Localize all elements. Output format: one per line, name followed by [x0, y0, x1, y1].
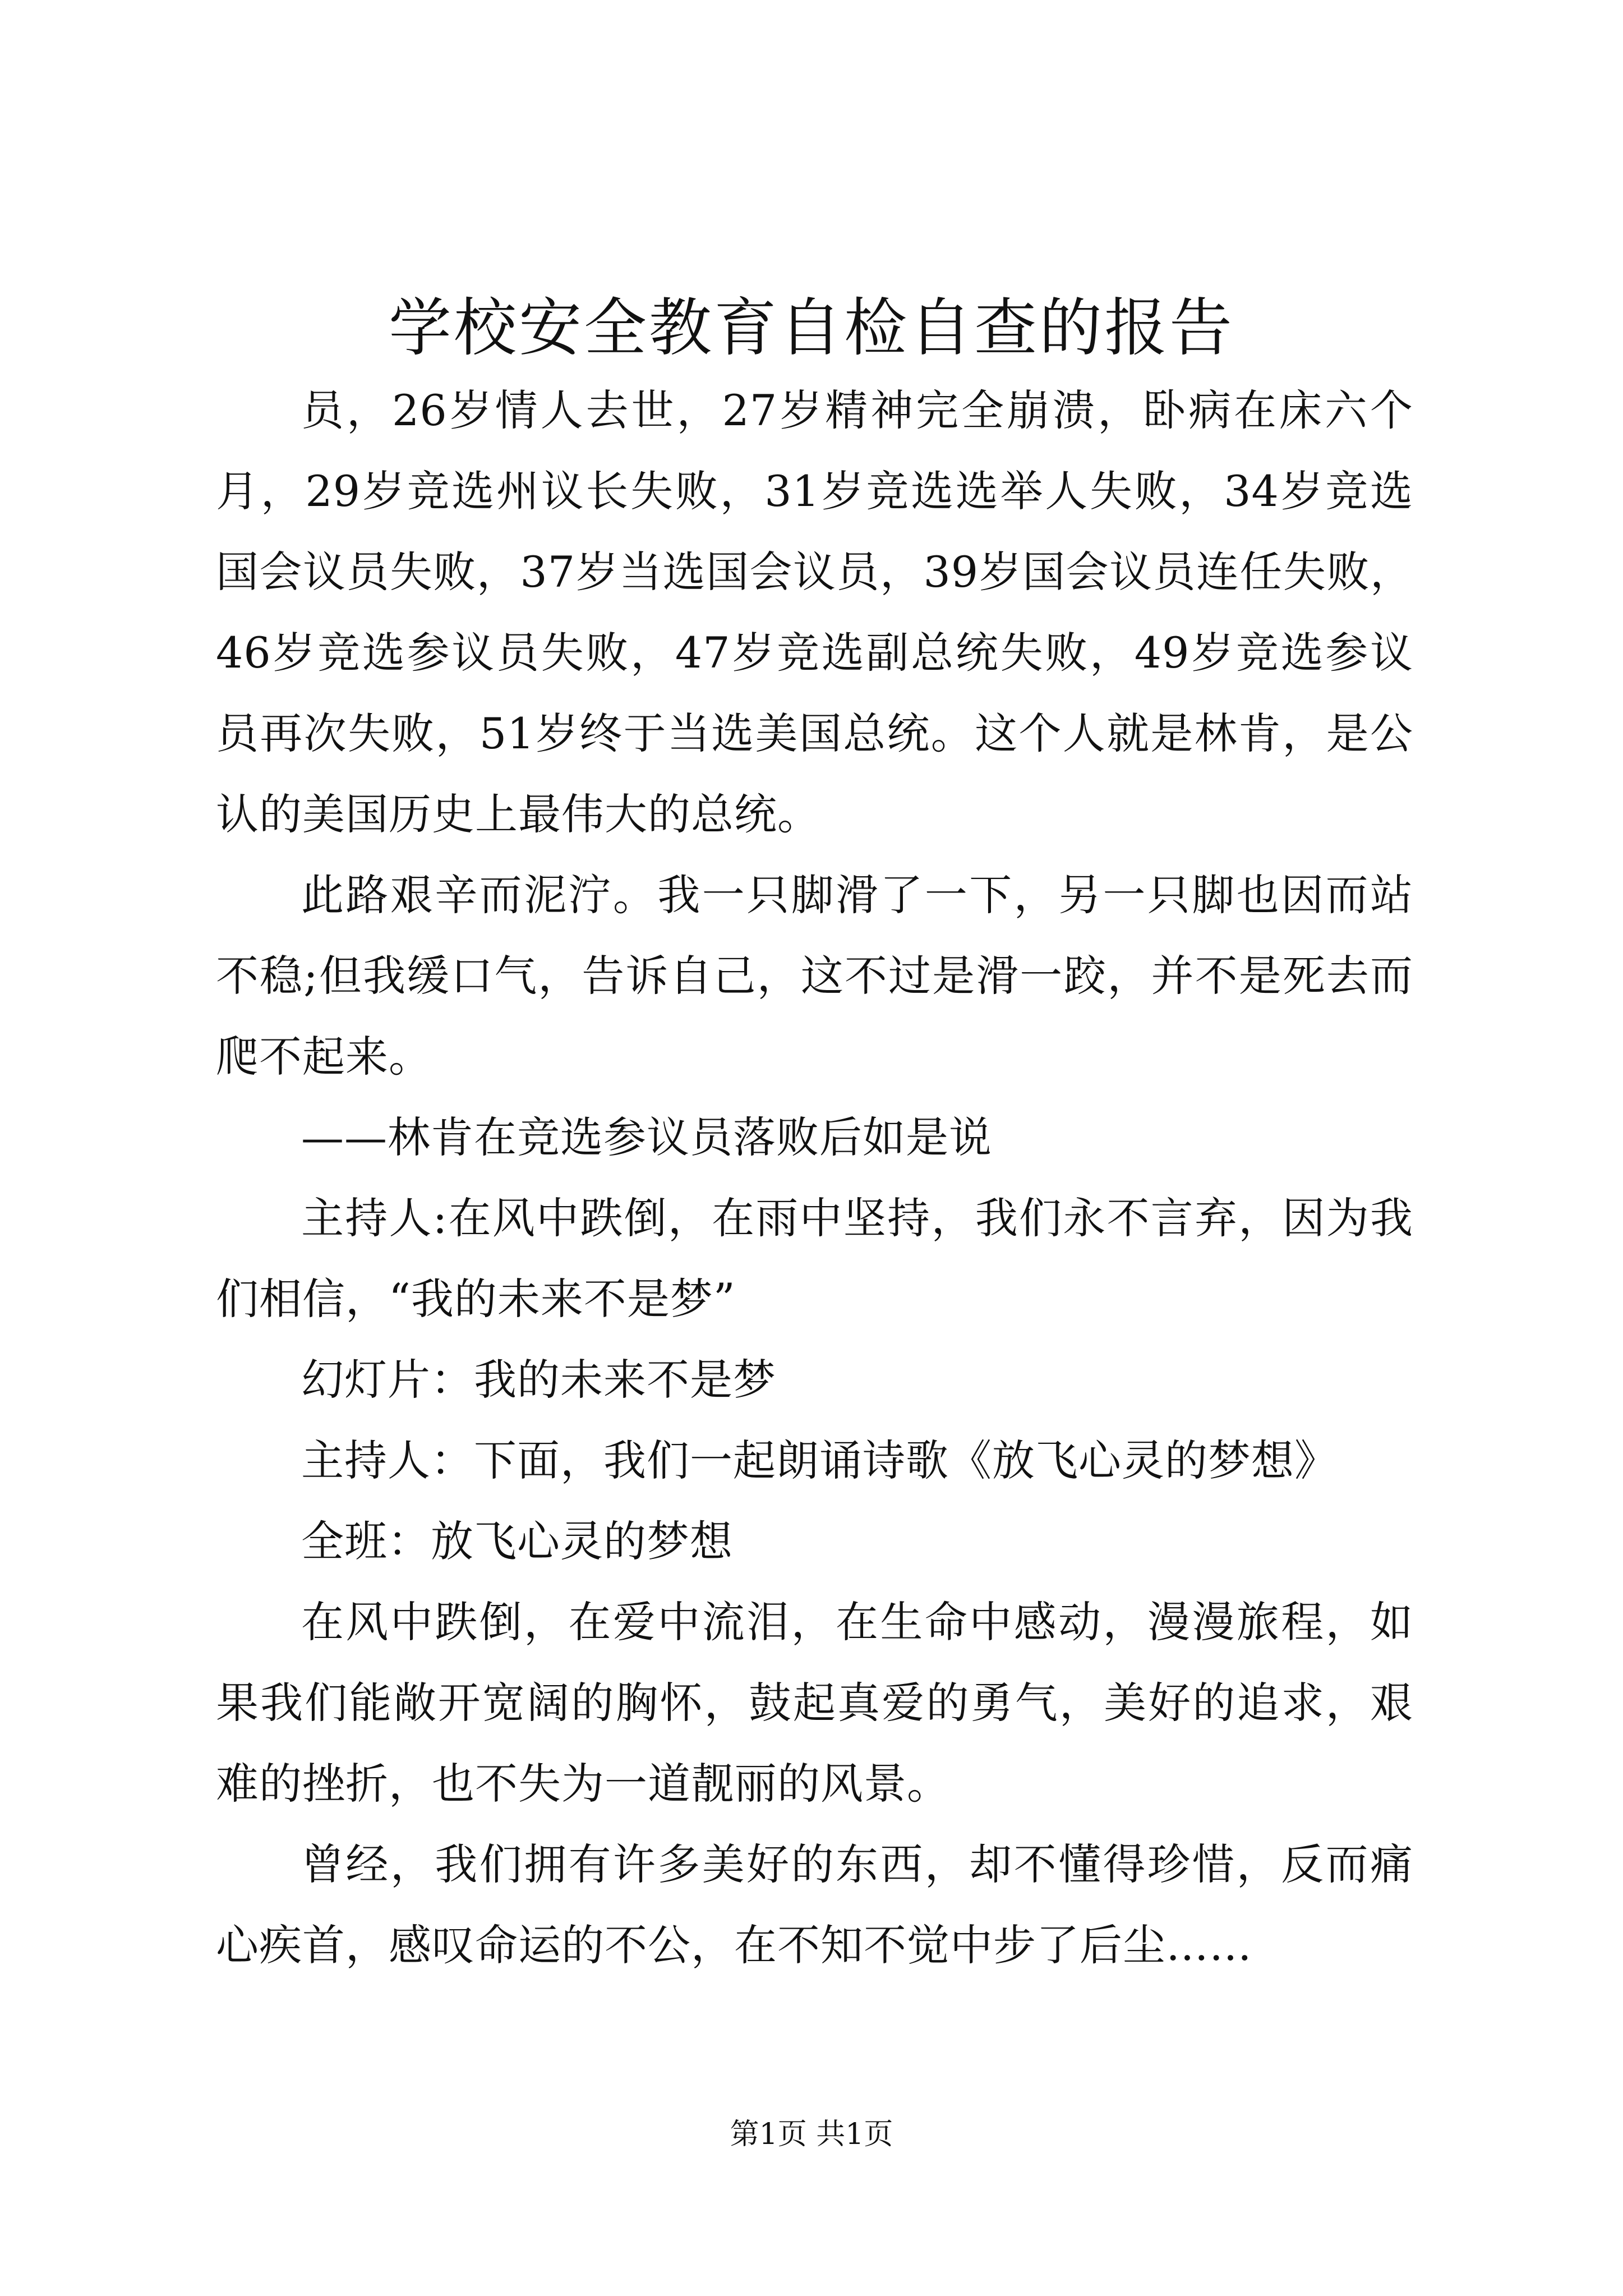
- paragraph-class-recitation: 全班：放飞心灵的梦想: [301, 1516, 733, 1566]
- document-title: 学校安全教育自检自查的报告: [389, 292, 1234, 365]
- paragraph-poem-stanza-2: 曾经，我们拥有许多美好的东西，却不懂得珍惜，反而痛心疾首，感叹命运的不公，在不知不觉中步了后尘……: [216, 1839, 1413, 1970]
- document-body: [216, 370, 1413, 1986]
- paragraph-host-line-1: 主持人:在风中跌倒，在雨中坚持，我们永不言弃，因为我们相信，“我的未来不是梦”: [216, 1193, 1413, 1324]
- paragraph-poem-stanza-1: 在风中跌倒，在爱中流泪，在生命中感动，漫漫旅程，如果我们能敞开宽阔的胸怀，鼓起真爱的勇气，美好的追求，艰难的挫折，也不失为一道靓丽的风景。: [216, 1597, 1413, 1809]
- paragraph-slide: 幻灯片：我的未来不是梦: [301, 1355, 776, 1405]
- paragraph-quote-attribution: ——林肯在竞选参议员落败后如是说: [301, 1112, 992, 1162]
- page-footer: [0, 2115, 1623, 2154]
- paragraph-lincoln-quote: 此路艰辛而泥泞。我一只脚滑了一下，另一只脚也因而站不稳;但我缓口气，告诉自己，这不过是滑一跤，并不是死去而爬不起来。: [216, 870, 1413, 1082]
- page-number-label: 第1页 共1页: [730, 2118, 893, 2151]
- paragraph-host-line-2: 主持人：下面，我们一起朗诵诗歌《放飞心灵的梦想》: [301, 1435, 1338, 1485]
- paragraph-lincoln-biography: 员，26岁情人去世，27岁精神完全崩溃，卧病在床六个月，29岁竞选州议长失败，31岁竞选选举人失败，34岁竞选国会议员失败，37岁当选国会议员，39岁国会议员连任失败，46岁竞选参议员失败，47岁竞选副总统失败，49岁竞选参议员再次失败，51岁终于当选美国总统。这个人就是林肯，是公认的美国历史上最伟大的总统。: [216, 385, 1413, 839]
